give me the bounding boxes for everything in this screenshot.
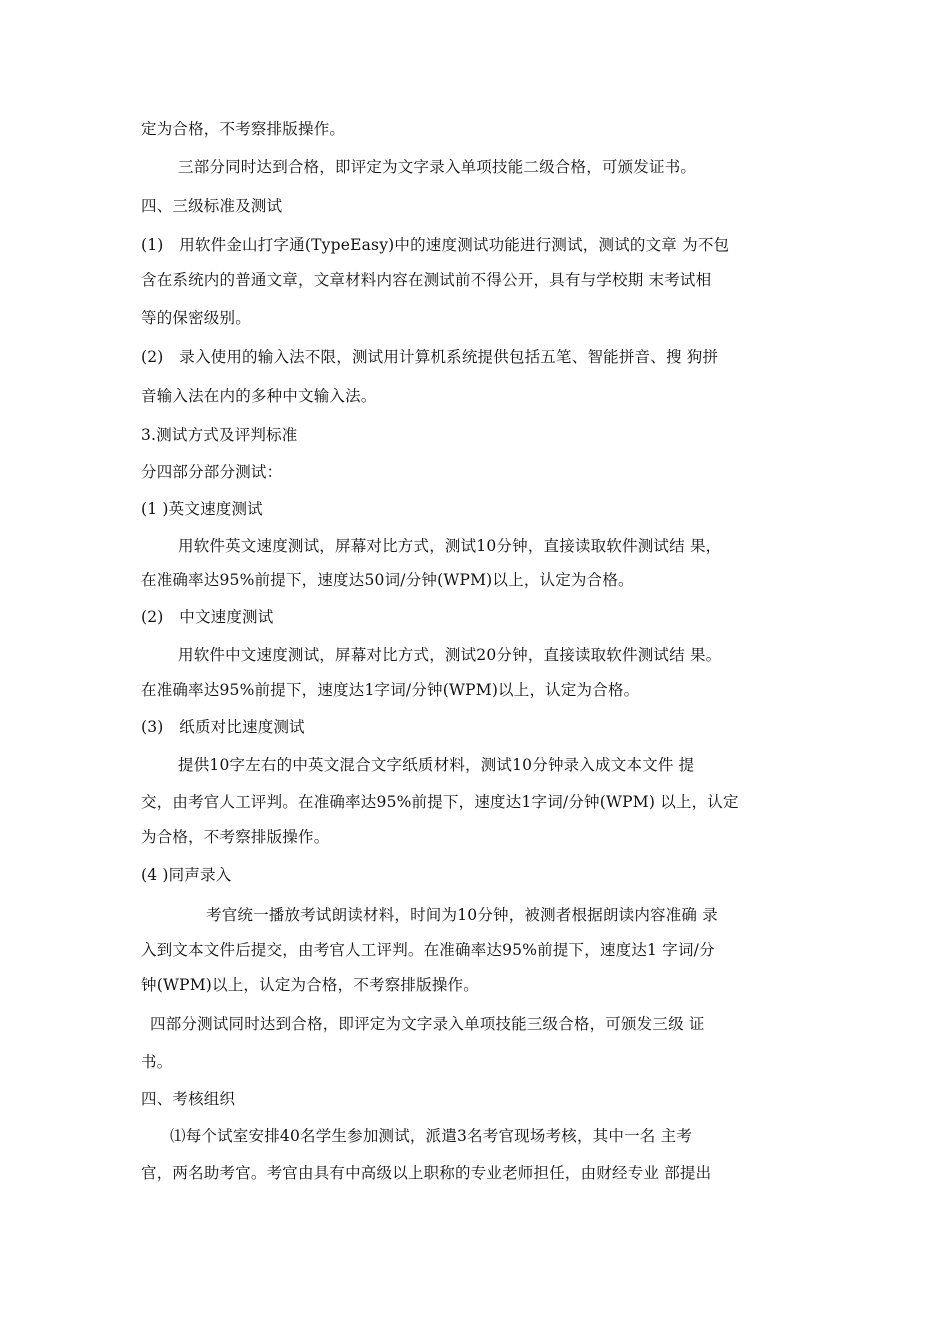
text-line: 等的保密级别。 xyxy=(141,309,251,327)
text-line: 钟(WPM)以上，认定为合格，不考察排版操作。 xyxy=(141,976,479,994)
text-line: 定为合格，不考察排版操作。 xyxy=(141,120,346,138)
text-line: 四部分测试同时达到合格，即评定为文字录入单项技能三级合格，可颁发三级 证 xyxy=(150,1015,705,1033)
text-line: 用软件中文速度测试，屏幕对比方式，测试20分钟，直接读取软件测试结 果。 xyxy=(178,646,722,664)
text-line: 入到文本文件后提交，由考官人工评判。在准确率达95%前提下，速度达1 字词/分 xyxy=(141,941,715,959)
text-line: 含在系统内的普通文章，文章材料内容在测试前不得公开，具有与学校期 末考试相 xyxy=(141,271,712,289)
subsection-heading: (4 )同声录入 xyxy=(141,866,232,884)
section-heading: 3.测试方式及评判标准 xyxy=(141,426,298,444)
text-line: 考官统一播放考试朗读材料，时间为10分钟，被测者根据朗读内容准确 录 xyxy=(206,906,718,924)
text-line: 提供10字左右的中英文混合文字纸质材料，测试10分钟录入成文本文件 提 xyxy=(178,756,695,774)
text-line: 音输入法在内的多种中文输入法。 xyxy=(141,387,377,405)
subsection-heading: (2) 中文速度测试 xyxy=(141,608,274,626)
text-line: 官，两名助考官。考官由具有中高级以上职称的专业老师担任，由财经专业 部提出 xyxy=(141,1164,712,1182)
subsection-heading: (3) 纸质对比速度测试 xyxy=(141,718,305,736)
text-line: 在准确率达95%前提下，速度达50词/分钟(WPM)以上，认定为合格。 xyxy=(141,571,634,589)
text-line: 交，由考官人工评判。在准确率达95%前提下，速度达1字词/分钟(WPM) 以上，认定 xyxy=(141,793,739,811)
text-line: (1) 用软件金山打字通(TypeEasy)中的速度测试功能进行测试，测试的文章 为不包 xyxy=(141,236,730,254)
text-line: 为合格，不考察排版操作。 xyxy=(141,828,330,846)
text-line: ⑴每个试室安排40名学生参加测试，派遣3名考官现场考核，其中一名 主考 xyxy=(170,1127,693,1145)
section-heading: 四、考核组织 xyxy=(141,1090,236,1108)
text-line: 用软件英文速度测试，屏幕对比方式，测试10分钟，直接读取软件测试结 果， xyxy=(178,537,722,555)
text-line: 三部分同时达到合格，即评定为文字录入单项技能二级合格，可颁发证书。 xyxy=(178,158,697,176)
text-line: 书。 xyxy=(141,1053,173,1071)
text-line: 分四部分部分测试： xyxy=(141,463,283,481)
subsection-heading: (1 )英文速度测试 xyxy=(141,500,263,518)
section-heading: 四、三级标准及测试 xyxy=(141,197,283,215)
text-line: 在准确率达95%前提下，速度达1字词/分钟(WPM)以上，认定为合格。 xyxy=(141,681,640,699)
text-line: (2) 录入使用的输入法不限，测试用计算机系统提供包括五笔、智能拼音、搜 狗拼 xyxy=(141,348,719,366)
